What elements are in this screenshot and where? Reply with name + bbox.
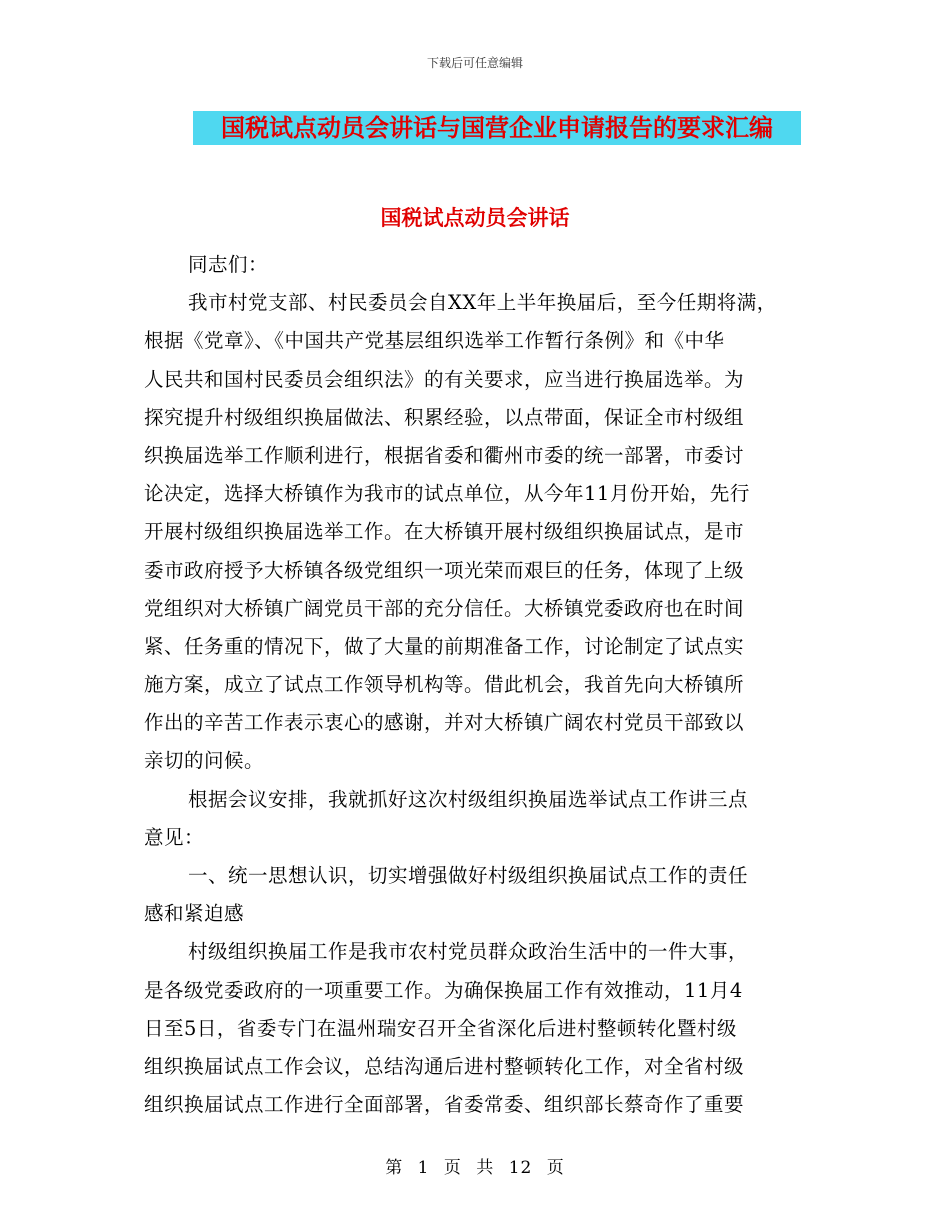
document-title: 国税试点动员会讲话与国营企业申请报告的要求汇编 [193, 111, 801, 145]
header-note: 下载后可任意编辑 [426, 56, 523, 70]
page-footer [0, 1153, 950, 1178]
paragraph-line: 根据《党章》、《中国共产党基层组织选举工作暂行条例》和《中华 [144, 329, 725, 353]
paragraph-line: 开展村级组织换届选举工作。在大桥镇开展村级组织换届试点，是市 [144, 520, 745, 544]
paragraph-line: 作出的辛苦工作表示衷心的感谢，并对大桥镇广阔农村党员干部致以 [144, 711, 745, 735]
paragraph-line: 日至5日，省委专门在温州瑞安召开全省深化后进村整顿转化暨村级 [144, 1016, 737, 1040]
paragraph-line: 根据会议安排，我就抓好这次村级组织换届选举试点工作讲三点 [188, 787, 749, 811]
paragraph-line: 施方案，成立了试点工作领导机构等。借此机会，我首先向大桥镇所 [144, 673, 745, 697]
paragraph-line: 是各级党委政府的一项重要工作。为确保换届工作有效推动，11月4 [144, 978, 743, 1002]
section-heading-line: 一、统一思想认识，切实增强做好村级组织换届试点工作的责任 [188, 864, 749, 887]
paragraph-line: 探究提升村级组织换届做法、积累经验，以点带面，保证全市村级组 [144, 405, 745, 429]
paragraph-line: 组织换届试点工作会议，总结沟通后进村整顿转化工作，对全省村级 [144, 1054, 745, 1078]
footer-gong: 共 [476, 1158, 495, 1178]
paragraph-line: 同志们： [188, 253, 269, 276]
speech-title: 国税试点动员会讲话 [380, 206, 570, 230]
paragraph-line: 紧、任务重的情况下，做了大量的前期准备工作，讨论制定了试点实 [144, 634, 745, 658]
paragraph-line: 织换届选举工作顺利进行，根据省委和衢州市委的统一部署，市委讨 [144, 443, 745, 467]
paragraph-line: 党组织对大桥镇广阔党员干部的充分信任。大桥镇党委政府也在时间 [144, 596, 745, 620]
footer-total-pages: 12 [508, 1158, 533, 1178]
footer-mid: 页 [443, 1158, 462, 1178]
footer-prefix: 第 [385, 1158, 404, 1178]
section-heading-line: 感和紧迫感 [144, 902, 245, 926]
paragraph-line: 委市政府授予大桥镇各级党组织一项光荣而艰巨的任务，体现了上级 [144, 558, 745, 582]
paragraph-line: 人民共和国村民委员会组织法》的有关要求，应当进行换届选举。为 [144, 367, 745, 391]
paragraph-line: 论决定，选择大桥镇作为我市的试点单位，从今年11月份开始，先行 [144, 482, 750, 506]
footer-suffix: 页 [546, 1158, 565, 1178]
footer-page-number: 1 [417, 1158, 430, 1178]
paragraph-line: 亲切的问候。 [144, 749, 265, 773]
body-text [144, 246, 804, 1124]
paragraph-line: 意见： [144, 825, 205, 849]
paragraph-line: 村级组织换届工作是我市农村党员群众政治生活中的一件大事， [188, 940, 749, 964]
paragraph-line: 组织换届试点工作进行全面部署，省委常委、组织部长蔡奇作了重要 [144, 1093, 745, 1117]
paragraph-line: 我市村党支部、村民委员会自XX年上半年换届后，至今任期将满， [188, 291, 777, 315]
